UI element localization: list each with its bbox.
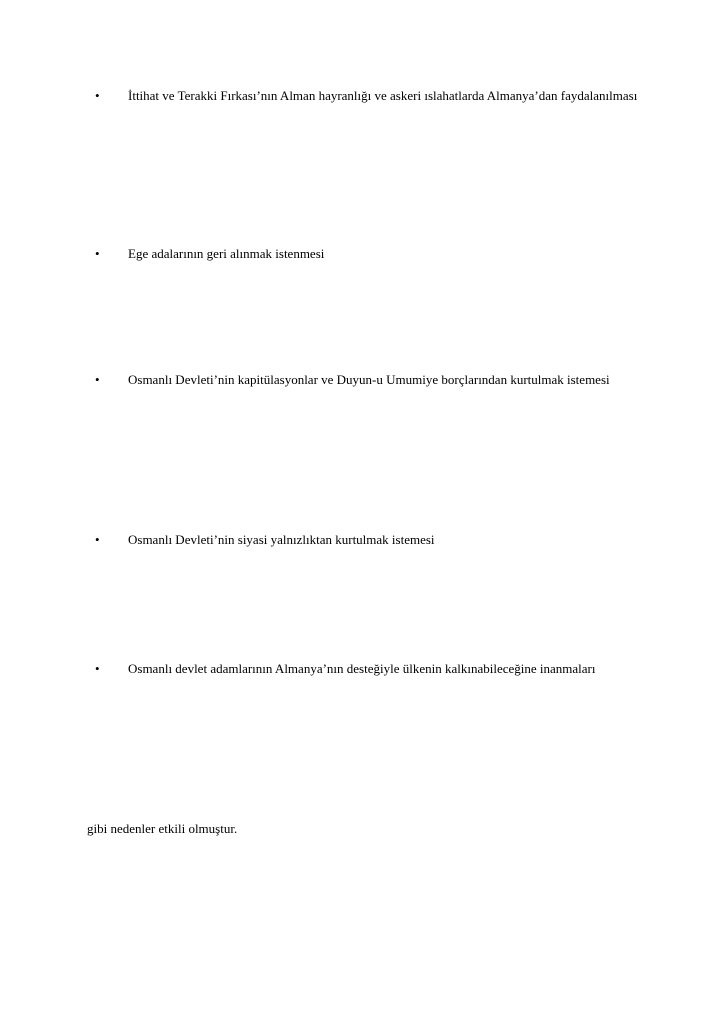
- list-item: [95, 240, 655, 268]
- list-item-text: Ege adalarının geri alınmak istenmesi: [128, 246, 325, 261]
- list-item-text: Osmanlı Devleti’nin siyasi yalnızlıktan kurtulmak istemesi: [128, 532, 435, 547]
- list-item-text: Osmanlı devlet adamlarının Almanya’nın desteğiyle ülkenin kalkınabileceğine inanmaları: [128, 661, 596, 676]
- bullet-icon: •: [95, 532, 100, 547]
- closing-sentence: gibi nedenler etkili olmuştur.: [87, 821, 238, 836]
- list-item-text: İttihat ve Terakki Fırkası’nın Alman hayranlığı ve askeri ıslahatlarda Almanya’dan faydalanılması: [128, 88, 638, 103]
- bullet-icon: •: [95, 372, 100, 387]
- list-item: [95, 366, 655, 394]
- bullet-icon: •: [95, 246, 100, 261]
- list-item: [95, 655, 655, 683]
- bullet-icon: •: [95, 88, 100, 103]
- list-item: [95, 526, 655, 554]
- bullet-icon: •: [95, 661, 100, 676]
- list-item-text: Osmanlı Devleti’nin kapitülasyonlar ve Duyun-u Umumiye borçlarından kurtulmak istemesi: [128, 372, 610, 387]
- list-item: [95, 82, 655, 110]
